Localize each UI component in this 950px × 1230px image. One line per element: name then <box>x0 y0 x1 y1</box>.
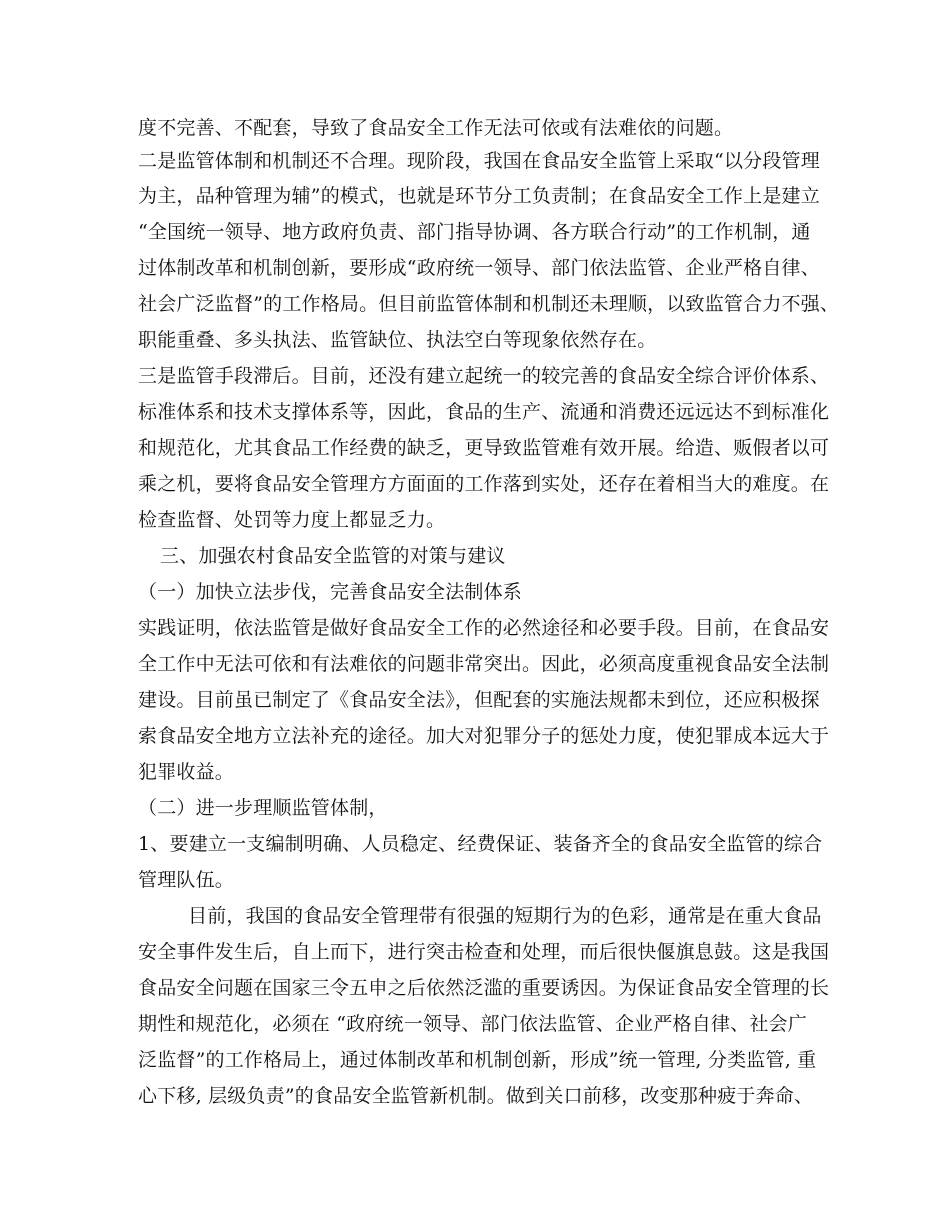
text-line: 犯罪收益。 <box>138 761 235 783</box>
text-line: 实践证明，依法监管是做好食品安全工作的必然途径和必要手段。目前，在食品安 <box>138 617 830 639</box>
text-line: 心下移, 层级负责”的食品安全监管新机制。做到关口前移，改变那种疲于奔命、 <box>138 1085 814 1107</box>
text-line: 为主，品种管理为辅”的模式，也就是环节分工负责制；在食品安全工作上是建立 <box>138 185 820 207</box>
text-line: 二是监管体制和机制还不合理。现阶段，我国在食品安全监管上采取“以分段管理 <box>138 150 820 172</box>
text-line: 社会广泛监督”的工作格局。但目前监管体制和机制还未理顺，以致监管合力不强、 <box>138 293 840 315</box>
subsection-heading: （一）加快立法步伐，完善食品安全法制体系 <box>138 581 523 603</box>
subsection-heading: （二）进一步理顺监管体制， <box>138 797 388 819</box>
text-line: 期性和规范化，必须在 “政府统一领导、部门依法监管、企业严格自律、社会广 <box>138 1013 807 1035</box>
text-line: 度不完善、不配套，导致了食品安全工作无法可依或有法难依的问题。 <box>138 117 734 139</box>
text-line: 标准体系和技术支撑体系等，因此，食品的生产、流通和消费还远远达不到标准化 <box>138 401 830 423</box>
text-line: 1、要建立一支编制明确、人员稳定、经费保证、装备齐全的食品安全监管的综合 <box>138 833 823 855</box>
section-heading: 三、加强农村食品安全监管的对策与建议 <box>160 545 506 567</box>
text-line: 建设。目前虽已制定了《食品安全法》，但配套的实施法规都未到位，还应积极探 <box>138 689 820 711</box>
text-line: 索食品安全地方立法补充的途径。加大对犯罪分子的惩处力度，使犯罪成本远大于 <box>138 725 830 747</box>
text-line: 三是监管手段滞后。目前，还没有建立起统一的较完善的食品安全综合评价体系、 <box>138 365 830 387</box>
text-line: 目前，我国的食品安全管理带有很强的短期行为的色彩，通常是在重大食品 <box>188 905 822 927</box>
text-line: 安全事件发生后，自上而下，进行突击检查和处理，而后很快偃旗息鼓。这是我国 <box>138 941 830 963</box>
text-line: 乘之机，要将食品安全管理方方面面的工作落到实处，还存在着相当大的难度。在 <box>138 473 830 495</box>
text-line: 职能重叠、多头执法、监管缺位、执法空白等现象依然存在。 <box>138 329 657 351</box>
text-line: 检查监督、处罚等力度上都显乏力。 <box>138 509 446 531</box>
text-line: 泛监督”的工作格局上，通过体制改革和机制创新，形成”统一管理, 分类监管, 重 <box>138 1049 817 1071</box>
text-line: 全工作中无法可依和有法难依的问题非常突出。因此，必须高度重视食品安全法制 <box>138 653 830 675</box>
text-line: “全国统一领导、地方政府负责、部门指导协调、各方联合行动”的工作机制，通 <box>138 221 811 243</box>
text-line: 管理队伍。 <box>138 869 235 891</box>
text-line: 食品安全问题在国家三令五申之后依然泛滥的重要诱因。为保证食品安全管理的长 <box>138 977 830 999</box>
text-line: 和规范化，尤其食品工作经费的缺乏，更导致监管难有效开展。给造、贩假者以可 <box>138 437 830 459</box>
text-line: 过体制改革和机制创新，要形成“政府统一领导、部门依法监管、企业严格自律、 <box>138 257 820 279</box>
